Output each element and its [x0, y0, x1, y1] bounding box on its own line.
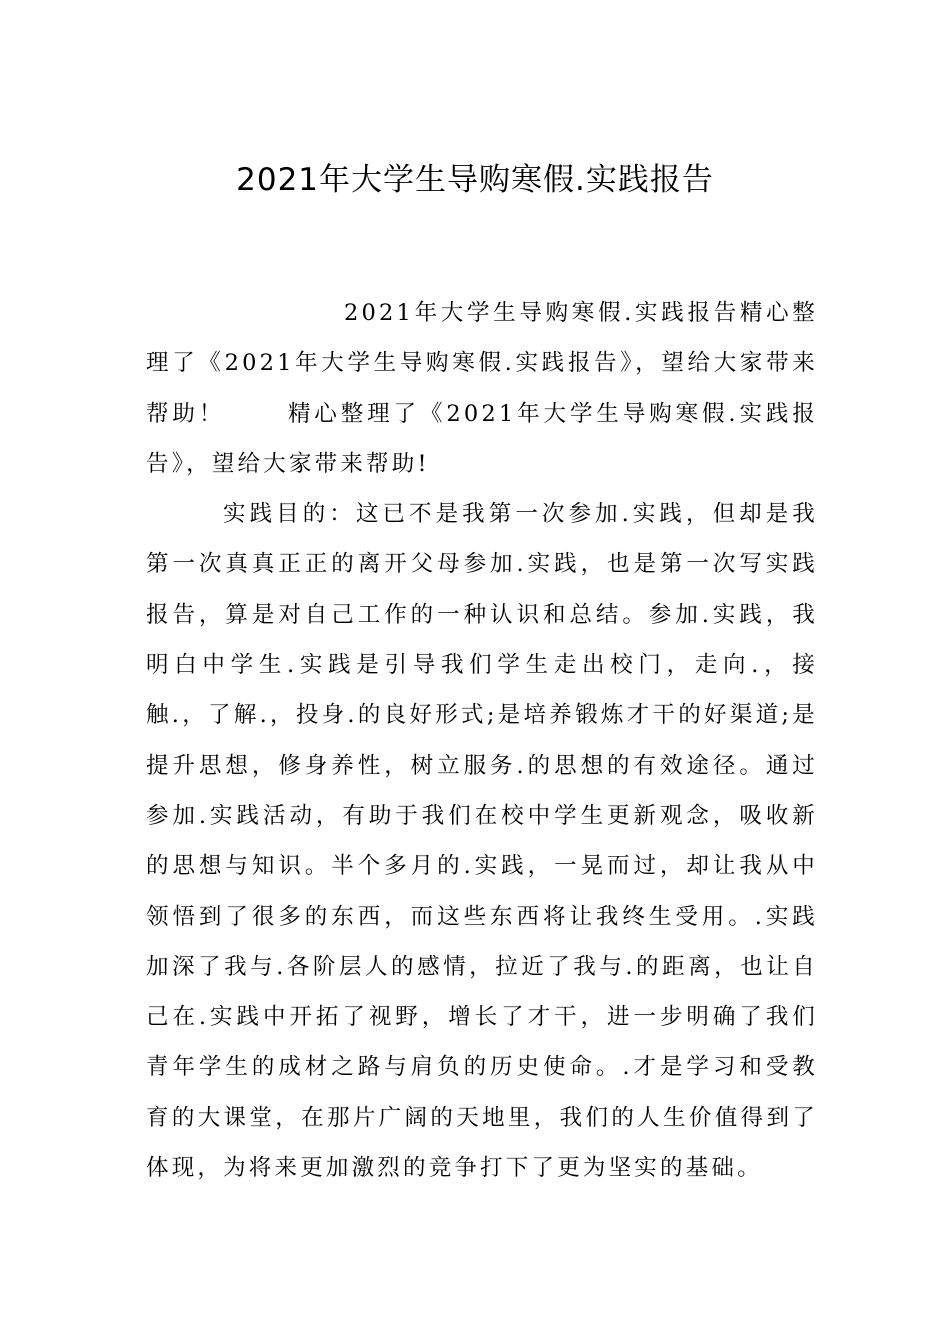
body-paragraph: 实践目的：这已不是我第一次参加.实践，但却是我第一次真真正正的离开父母参加.实践，也是第一次写实践报告，算是对自己工作的一种认识和总结。参加.实践，我明白中学生.实践是引导我们学生走出校门，走向.，接触.，了解.，投身.的良好形式;是培养锻炼才干的好渠道;是提升思想，修身养性，树立服务.的思想的有效途径。通过参加.实践活动，有助于我们在校中学生更新观念，吸收新的思想与知识。半个多月的.实践，一晃而过，却让我从中领悟到了很多的东西，而这些东西将让我终生受用。.实践加深了我与.各阶层人的感情，拉近了我与.的距离，也让自己在.实践中开拓了视野，增长了才干，进一步明确了我们青年学生的成材之路与肩负的历史使命。.才是学习和受教育的大课堂，在那片广阔的天地里，我们的人生价值得到了体现，为将来更加激烈的竞争打下了更为坚实的基础。 [146, 501, 818, 1182]
intro-text-part2: 精心整理了《2021年大学生导购寒假.实践报告》，望给大家带来帮助! [146, 400, 818, 477]
document-body [146, 288, 818, 1193]
document-title: 2021年大学生导购寒假.实践报告 [236, 162, 714, 198]
intro-paragraph [146, 288, 818, 489]
intro-text-part1: 2021年大学生导购寒假.实践报告精心整理了《2021年大学生导购寒假.实践报告》，望给大家带来帮助！ [146, 300, 818, 427]
